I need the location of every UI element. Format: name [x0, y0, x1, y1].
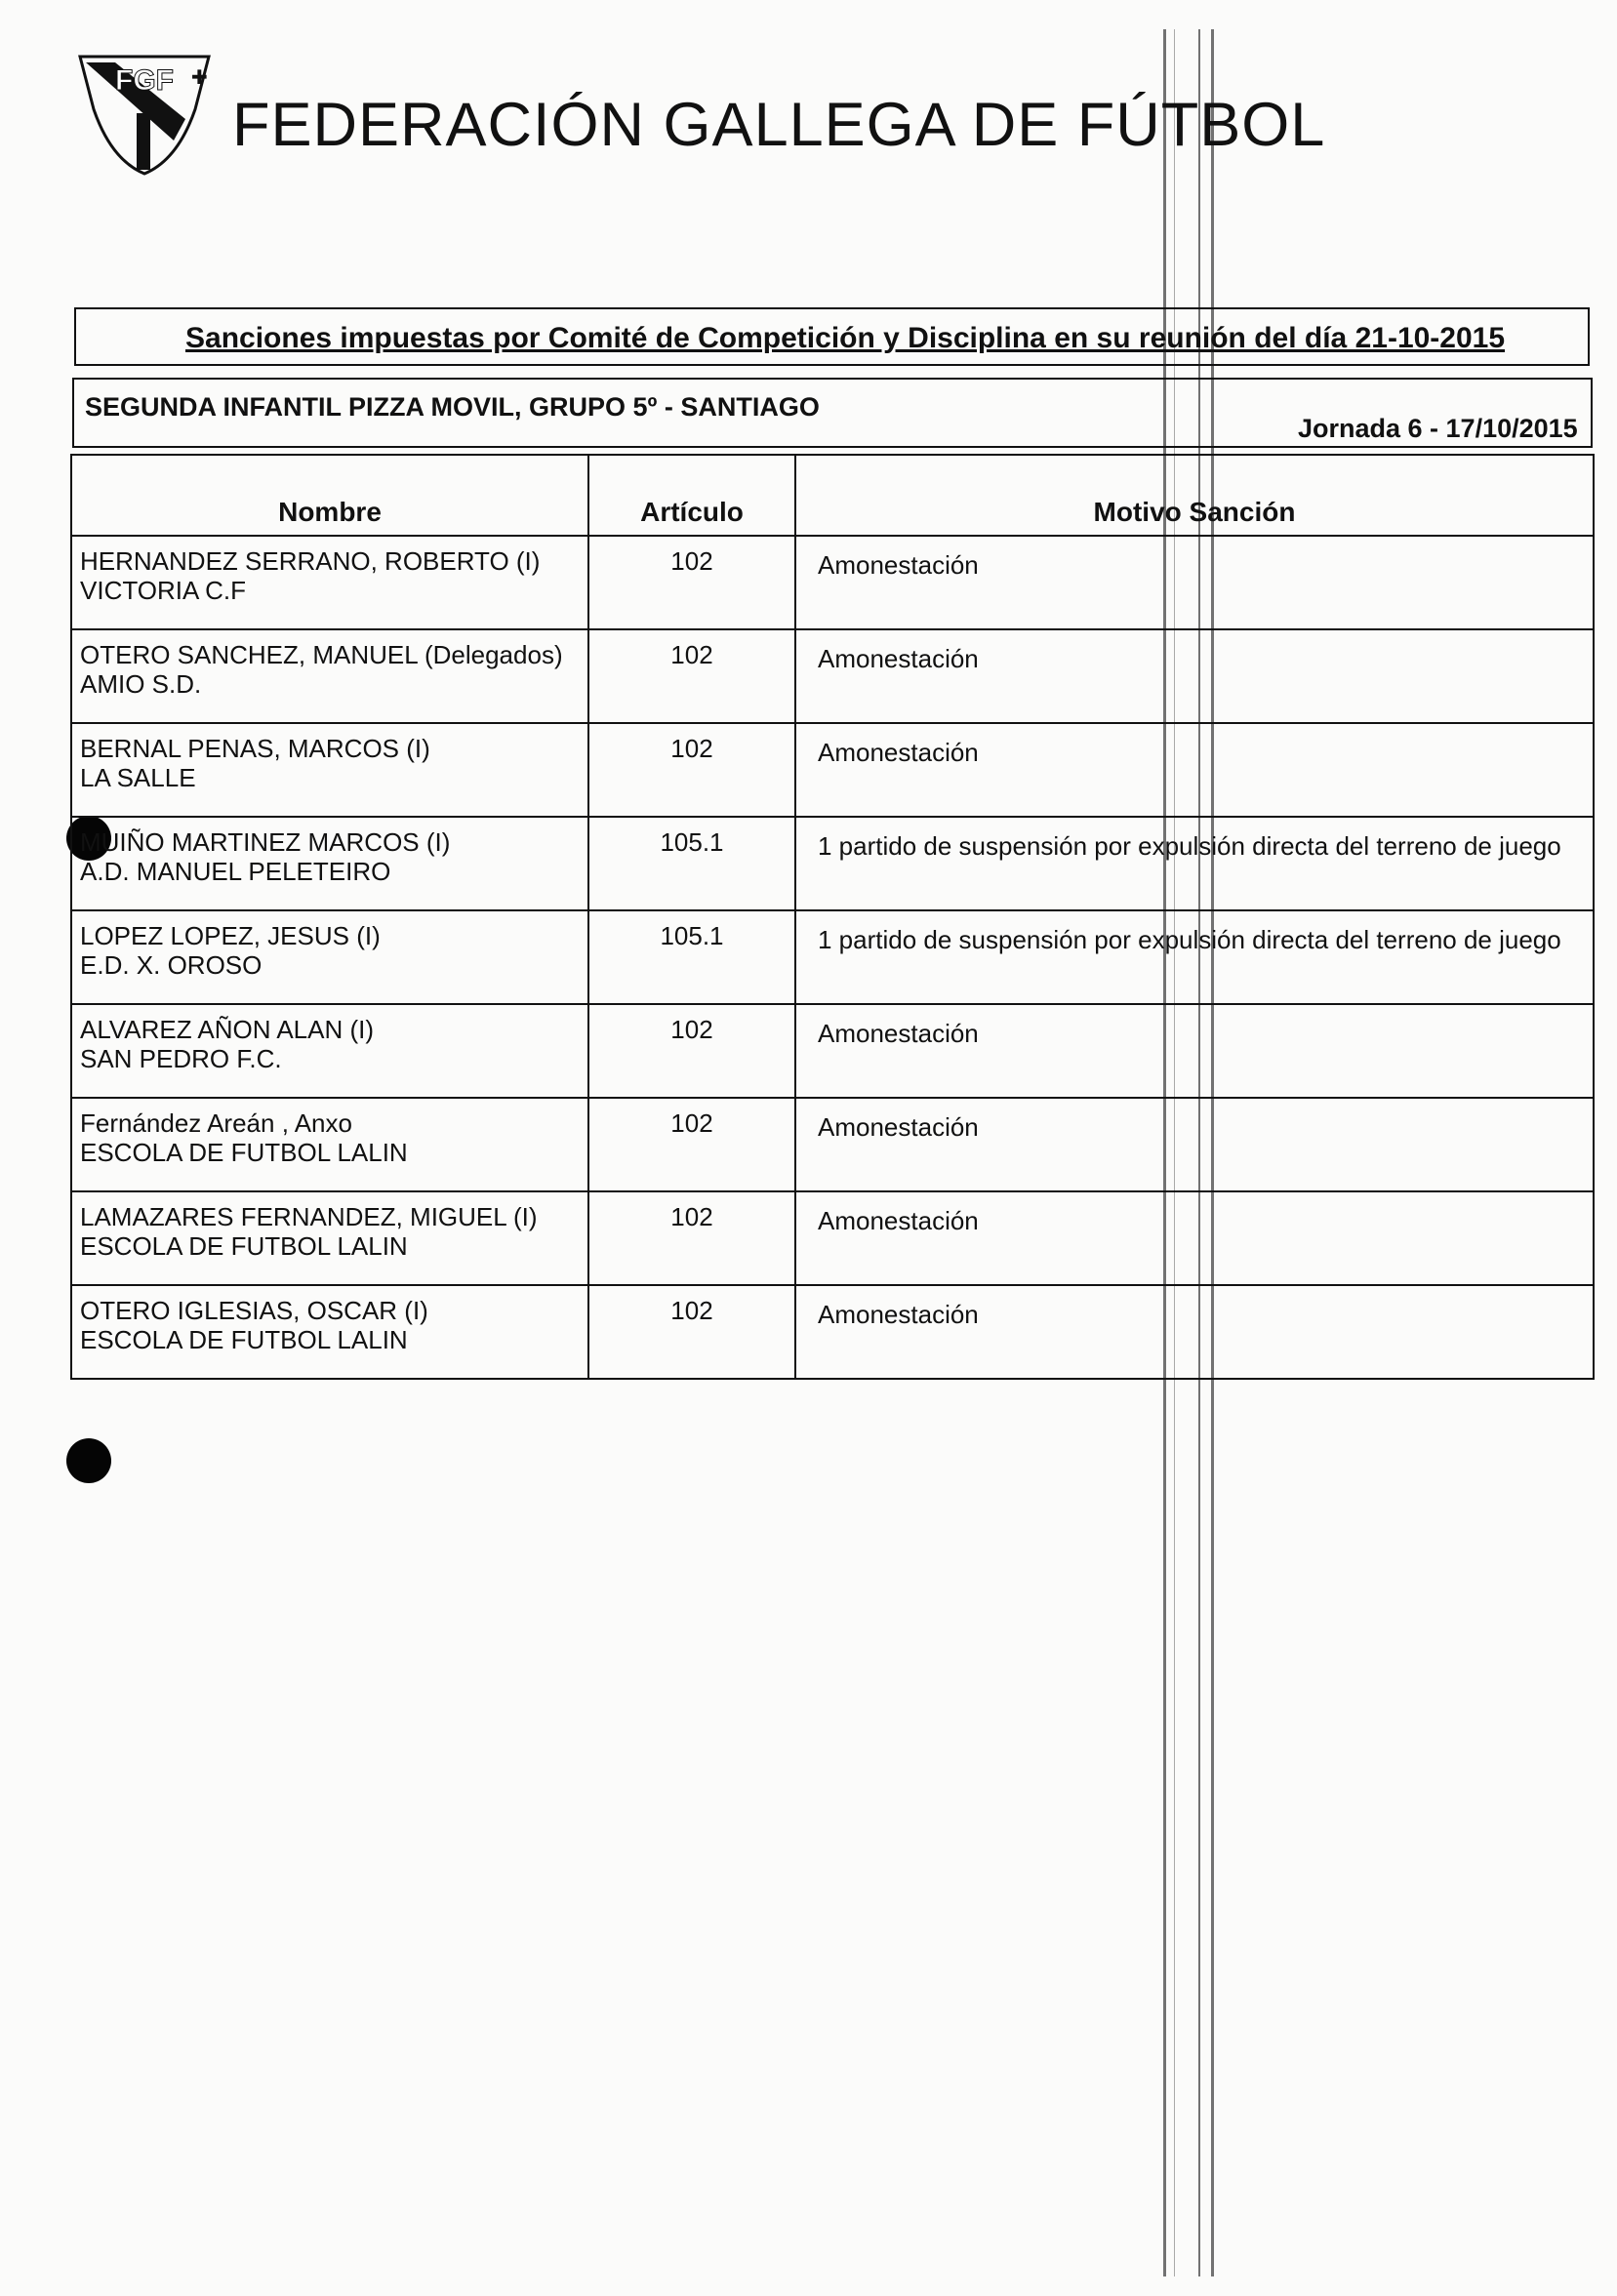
table-row: [71, 723, 1594, 817]
player-name: ALVAREZ AÑON ALAN (I): [80, 1015, 375, 1044]
reason-cell: Amonestación: [795, 536, 1594, 629]
reason-cell: 1 partido de suspensión por expulsión directa del terreno de juego: [795, 910, 1594, 1004]
header-article: Artículo: [588, 455, 795, 536]
player-name: OTERO SANCHEZ, MANUEL (Delegados): [80, 640, 563, 669]
header-reason: Motivo Sanción: [795, 455, 1594, 536]
player-name: LAMAZARES FERNANDEZ, MIGUEL (I): [80, 1202, 538, 1231]
article-cell: 102: [588, 1191, 795, 1285]
article-cell: 105.1: [588, 817, 795, 910]
reason-cell: Amonestación: [795, 1004, 1594, 1098]
player-name: BERNAL PENAS, MARCOS (I): [80, 734, 430, 763]
svg-text:✚: ✚: [191, 65, 208, 89]
player-cell: [71, 723, 588, 817]
player-name: MUIÑO MARTINEZ MARCOS (I): [80, 827, 451, 857]
article-cell: 102: [588, 629, 795, 723]
table-row: [71, 910, 1594, 1004]
club-name: LA SALLE: [80, 763, 196, 792]
player-cell: [71, 629, 588, 723]
reason-cell: 1 partido de suspensión por expulsión directa del terreno de juego: [795, 817, 1594, 910]
club-name: AMIO S.D.: [80, 669, 202, 699]
table-row: [71, 536, 1594, 629]
article-cell: 102: [588, 536, 795, 629]
reason-cell: Amonestación: [795, 1285, 1594, 1379]
club-name: ESCOLA DE FUTBOL LALIN: [80, 1231, 408, 1261]
player-cell: [71, 536, 588, 629]
table-row: [71, 1098, 1594, 1191]
reason-cell: Amonestación: [795, 1098, 1594, 1191]
player-name: HERNANDEZ SERRANO, ROBERTO (I): [80, 546, 541, 576]
player-name: LOPEZ LOPEZ, JESUS (I): [80, 921, 381, 950]
player-cell: [71, 1098, 588, 1191]
sanctions-table: [70, 454, 1595, 1380]
reason-cell: Amonestación: [795, 629, 1594, 723]
table-row: [71, 1004, 1594, 1098]
table-row: [71, 1191, 1594, 1285]
header-name: Nombre: [71, 455, 588, 536]
table-row: [71, 629, 1594, 723]
player-cell: [71, 1285, 588, 1379]
table-header-row: [71, 455, 1594, 536]
article-cell: 102: [588, 1004, 795, 1098]
reason-cell: Amonestación: [795, 1191, 1594, 1285]
player-cell: [71, 1004, 588, 1098]
club-name: A.D. MANUEL PELETEIRO: [80, 857, 391, 886]
competition-group: SEGUNDA INFANTIL PIZZA MOVIL, GRUPO 5º - SANTIAGO: [85, 392, 820, 422]
player-name: OTERO IGLESIAS, OSCAR (I): [80, 1296, 428, 1325]
organization-title: FEDERACIÓN GALLEGA DE FÚTBOL: [232, 91, 1326, 159]
article-cell: 102: [588, 1098, 795, 1191]
player-cell: [71, 910, 588, 1004]
reason-cell: Amonestación: [795, 723, 1594, 817]
table-row: [71, 817, 1594, 910]
article-cell: 102: [588, 1285, 795, 1379]
player-cell: [71, 1191, 588, 1285]
document-heading: Sanciones impuestas por Comité de Competición y Disciplina en su reunión del día 21-10-2015: [185, 322, 1506, 354]
player-name: Fernández Areán , Anxo: [80, 1108, 352, 1138]
article-cell: 105.1: [588, 910, 795, 1004]
club-name: VICTORIA C.F: [80, 576, 246, 605]
jornada-date: Jornada 6 - 17/10/2015: [1298, 414, 1578, 443]
logo-lettering: FGF: [115, 64, 174, 97]
club-name: ESCOLA DE FUTBOL LALIN: [80, 1138, 408, 1167]
club-name: ESCOLA DE FUTBOL LALIN: [80, 1325, 408, 1354]
federation-logo: [76, 51, 213, 178]
club-name: SAN PEDRO F.C.: [80, 1044, 282, 1073]
table-row: [71, 1285, 1594, 1379]
club-name: E.D. X. OROSO: [80, 950, 263, 980]
punch-hole: [66, 1438, 111, 1483]
player-cell: [71, 817, 588, 910]
article-cell: 102: [588, 723, 795, 817]
